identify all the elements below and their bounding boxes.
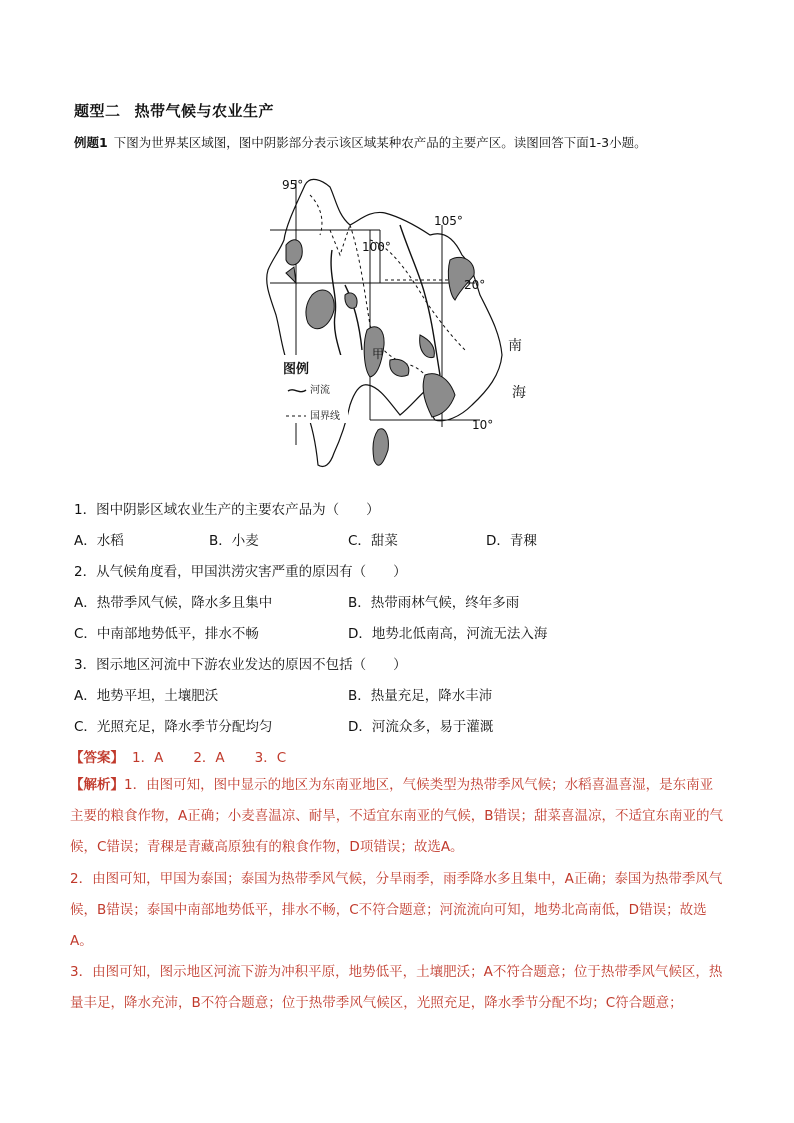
label-lon-105: 105° (434, 214, 463, 228)
option-d: D．青稞 (486, 533, 537, 549)
answer-label: 【答案】 (70, 750, 124, 766)
region-map (250, 165, 540, 475)
label-lat-20: 20° (464, 278, 486, 292)
label-lat-10: 10° (472, 418, 494, 432)
label-lon-95: 95° (282, 178, 304, 192)
shaded-area (420, 335, 435, 358)
shaded-area (286, 240, 302, 265)
answer-1: 1．A (132, 750, 164, 766)
option-a: A．水稻 (74, 533, 124, 549)
border-line (370, 240, 465, 350)
question-3-stem: 3．图示地区河流中下游农业发达的原因不包括（ ） (74, 657, 407, 673)
legend-river-label: 河流 (310, 385, 330, 396)
question-1-options (74, 529, 734, 551)
option-b: B．热带雨林气候，终年多雨 (348, 595, 520, 611)
legend-title: 图例 (283, 362, 310, 377)
option-c: C．光照充足，降水季节分配均匀 (74, 719, 273, 735)
example-intro (74, 133, 647, 151)
question-3-options-row2 (74, 715, 734, 737)
answer-3: 3．C (254, 750, 287, 766)
analysis-paragraph-3 (70, 957, 726, 1019)
shaded-area (373, 429, 388, 466)
legend-border-label: 国界线 (310, 411, 340, 422)
shaded-area (286, 267, 296, 283)
shaded-area (423, 374, 455, 417)
question-2-options-row1 (74, 591, 734, 613)
option-b: B．小麦 (209, 533, 259, 549)
analysis-text-1: 1．由图可知，图中显示的地区为东南亚地区，气候类型为热带季风气候；水稻喜温喜湿，是东南亚主要的粮食作物，A正确；小麦喜温凉、耐旱，不适宜东南亚的气候，B错误；甜菜喜温凉，不适宜东南亚的气候，C错误；青稞是青藏高原独有的粮食作物，D项错误；故选A。 (70, 777, 723, 855)
answer-line (70, 746, 308, 766)
example-label: 例题1 (74, 135, 108, 150)
section-heading (74, 100, 274, 121)
option-a: A．热带季风气候，降水多且集中 (74, 595, 273, 611)
example-text: 下图为世界某区域图，图中阴影部分表示该区域某种农产品的主要产区。读图回答下面1-3小题。 (113, 135, 647, 150)
option-d: D．河流众多，易于灌溉 (348, 719, 494, 735)
label-sea-2: 海 (512, 385, 526, 401)
analysis-paragraph-2 (70, 864, 726, 957)
question-1-stem: 1．图中阴影区域农业生产的主要农产品为（ ） (74, 502, 380, 518)
heading-topic: 热带气候与农业生产 (134, 102, 275, 120)
option-c: C．甜菜 (348, 533, 398, 549)
analysis-label: 【解析】 (70, 777, 124, 793)
option-a: A．地势平坦，土壤肥沃 (74, 688, 219, 704)
shaded-area (345, 293, 357, 308)
label-lon-100: 100° (362, 240, 391, 254)
option-d: D．地势北低南高，河流无法入海 (348, 626, 548, 642)
heading-type: 题型二 (74, 102, 121, 120)
analysis-paragraph-1 (70, 770, 726, 863)
question-3-options-row1 (74, 684, 734, 706)
label-country-jia: 甲 (372, 347, 385, 361)
option-b: B．热量充足，降水丰沛 (348, 688, 493, 704)
border-line (310, 195, 322, 235)
question-2-options-row2 (74, 622, 734, 644)
shaded-area (306, 290, 334, 329)
option-c: C．中南部地势低平，排水不畅 (74, 626, 259, 642)
analysis-text-2: 2．由图可知，甲国为泰国；泰国为热带季风气候，分旱雨季，雨季降水多且集中，A正确；泰国为热带季风气候，B错误；泰国中南部地势低平，排水不畅，C不符合题意；河流流向可知，地势北高南低，D错误；故选A。 (70, 871, 723, 949)
shaded-area (390, 359, 409, 376)
coastline (267, 179, 502, 466)
question-2-stem: 2．从气候角度看，甲国洪涝灾害严重的原因有（ ） (74, 564, 407, 580)
answer-2: 2．A (193, 750, 225, 766)
analysis-text-3: 3．由图可知，图示地区河流下游为冲积平原，地势低平，土壤肥沃；A不符合题意；位于热带季风气候区，热量丰足，降水充沛，B不符合题意；位于热带季风气候区，光照充足，降水季节分配不均；C符合题意； (70, 964, 723, 1011)
label-sea-1: 南 (508, 338, 522, 354)
